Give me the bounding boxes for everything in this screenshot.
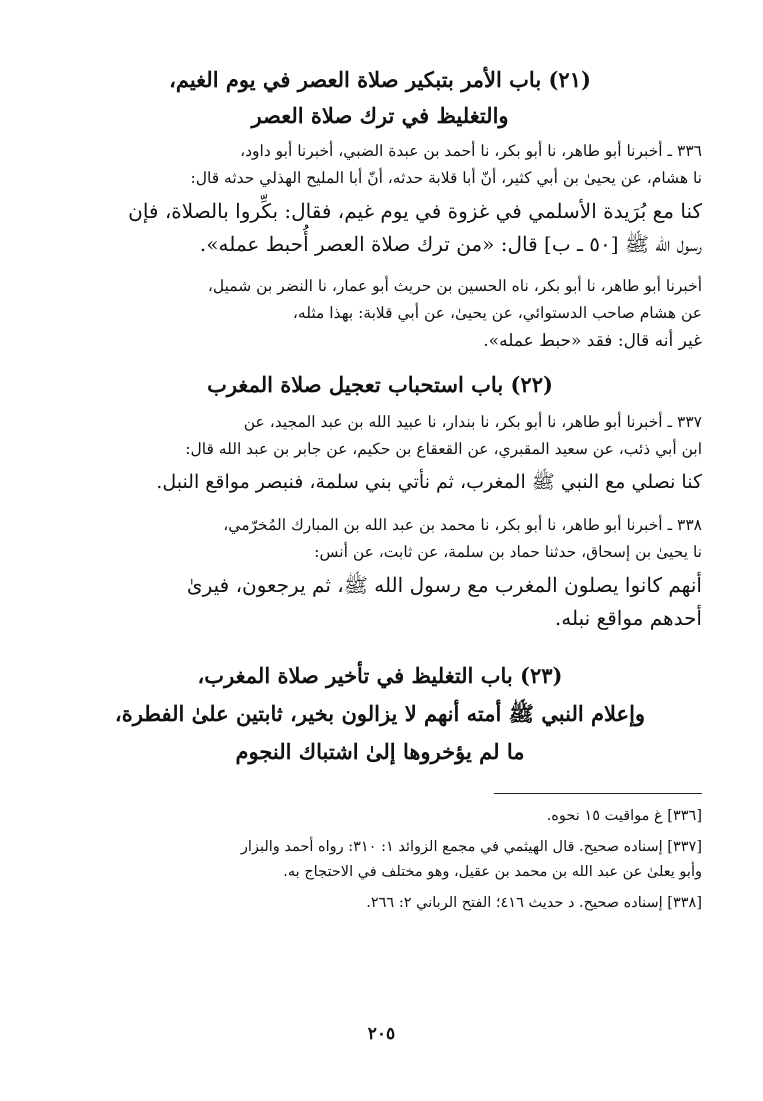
chapter-21-heading (58, 62, 702, 134)
isnad (58, 273, 702, 327)
chapter-23-heading (58, 657, 702, 771)
footnote-line: [٣٣٨] إسناده صحيح. د حديث ٤١٦؛ الفتح الرباني ٢: ٢٦٦. (366, 895, 702, 911)
footnote-line: [٣٣٧] إسناده صحيح. قال الهيثمي في مجمع الزوائد ١: ٣١٠: رواه أحمد والبزار (240, 839, 702, 855)
footnote-line: [٣٣٦] غ مواقيت ١٥ نحوه. (546, 808, 702, 824)
matn-line: رسول الله ﷺ [٥٠ ـ ب] قال: «من ترك صلاة العصر أُحبط عمله». (199, 232, 702, 256)
matn-line: غير أنه قال: فقد «حبط عمله». (483, 331, 702, 351)
isnad-line: أخبرنا أبو طاهر، نا أبو بكر، ناه الحسين بن حريث أبو عمار، نا النضر بن شميل، (207, 277, 702, 295)
matn (58, 195, 702, 261)
heading-line: وإعلام النبي ﷺ أمته أنهم لا يزالون بخير، ثابتين علىٰ الفطرة، (114, 701, 646, 726)
matn (58, 466, 702, 498)
heading-line: (٢١) باب الأمر بتبكير صلاة العصر في يوم الغيم، (169, 67, 591, 92)
matn (58, 327, 702, 355)
hadith-336-variant (58, 273, 702, 355)
isnad (58, 138, 702, 192)
isnad-line: عن هشام صاحب الدستوائي، عن يحيىٰ، عن أبي قلابة: بهذا مثله، (292, 304, 702, 322)
hadith-336 (58, 138, 702, 261)
isnad (58, 512, 702, 566)
heading-line: ما لم يؤخروها إلىٰ اشتباك النجوم (235, 739, 525, 764)
heading-line: (٢٢) باب استحباب تعجيل صلاة المغرب (207, 372, 553, 397)
footnote-337 (58, 835, 702, 885)
footnote-line: وأبو يعلىٰ عن عبد الله بن محمد بن عقيل، وهو مختلف في الاحتجاج به. (283, 864, 702, 880)
footnote-338 (58, 891, 702, 916)
footnote-divider (494, 793, 702, 794)
matn-line: كنا نصلي مع النبي ﷺ المغرب، ثم نأتي بني سلمة، فنبصر مواقع النبل. (156, 471, 702, 493)
isnad-line: ٣٣٧ ـ أخبرنا أبو طاهر، نا أبو بكر، نا بندار، نا عبيد الله بن عبد المجيد، عن (243, 413, 702, 431)
isnad-line: ابن أبي ذئب، عن سعيد المقبري، عن القعقاع بن حكيم، عن جابر بن عبد الله قال: (185, 440, 702, 458)
isnad-line: نا هشام، عن يحيىٰ بن أبي كثير، أنّ أبا قلابة حدثه، أنّ أبا المليح الهذلي حدثه قال: (190, 169, 702, 187)
footnotes (58, 804, 702, 916)
matn-line: كنا مع بُرَيدة الأسلمي في غزوة في يوم غيم، فقال: بكِّروا بالصلاة، فإن (128, 199, 702, 223)
footnote-336 (58, 804, 702, 829)
heading-line: (٢٣) باب التغليظ في تأخير صلاة المغرب، (197, 663, 563, 688)
matn (58, 569, 702, 635)
hadith-338 (58, 512, 702, 635)
isnad-line: ٣٣٨ ـ أخبرنا أبو طاهر، نا أبو بكر، نا محمد بن عبد الله بن المبارك المُخرّمي، (223, 516, 702, 534)
heading-line: والتغليظ في ترك صلاة العصر (251, 103, 509, 128)
isnad-line: ٣٣٦ ـ أخبرنا أبو طاهر، نا أبو بكر، نا أحمد بن عبدة الضبي، أخبرنا أبو داود، (240, 142, 702, 160)
matn-line: أنهم كانوا يصلون المغرب مع رسول الله ﷺ، ثم يرجعون، فيرىٰ (186, 573, 702, 597)
page-number: ٢٠٥ (367, 1024, 396, 1044)
isnad-line: نا يحيىٰ بن إسحاق، حدثنا حماد بن سلمة، عن ثابت، عن أنس: (314, 543, 702, 561)
chapter-22-heading (58, 367, 702, 403)
book-page (58, 62, 702, 916)
matn-line: أحدهم مواقع نبله. (554, 606, 702, 630)
hadith-337 (58, 409, 702, 498)
isnad (58, 409, 702, 463)
